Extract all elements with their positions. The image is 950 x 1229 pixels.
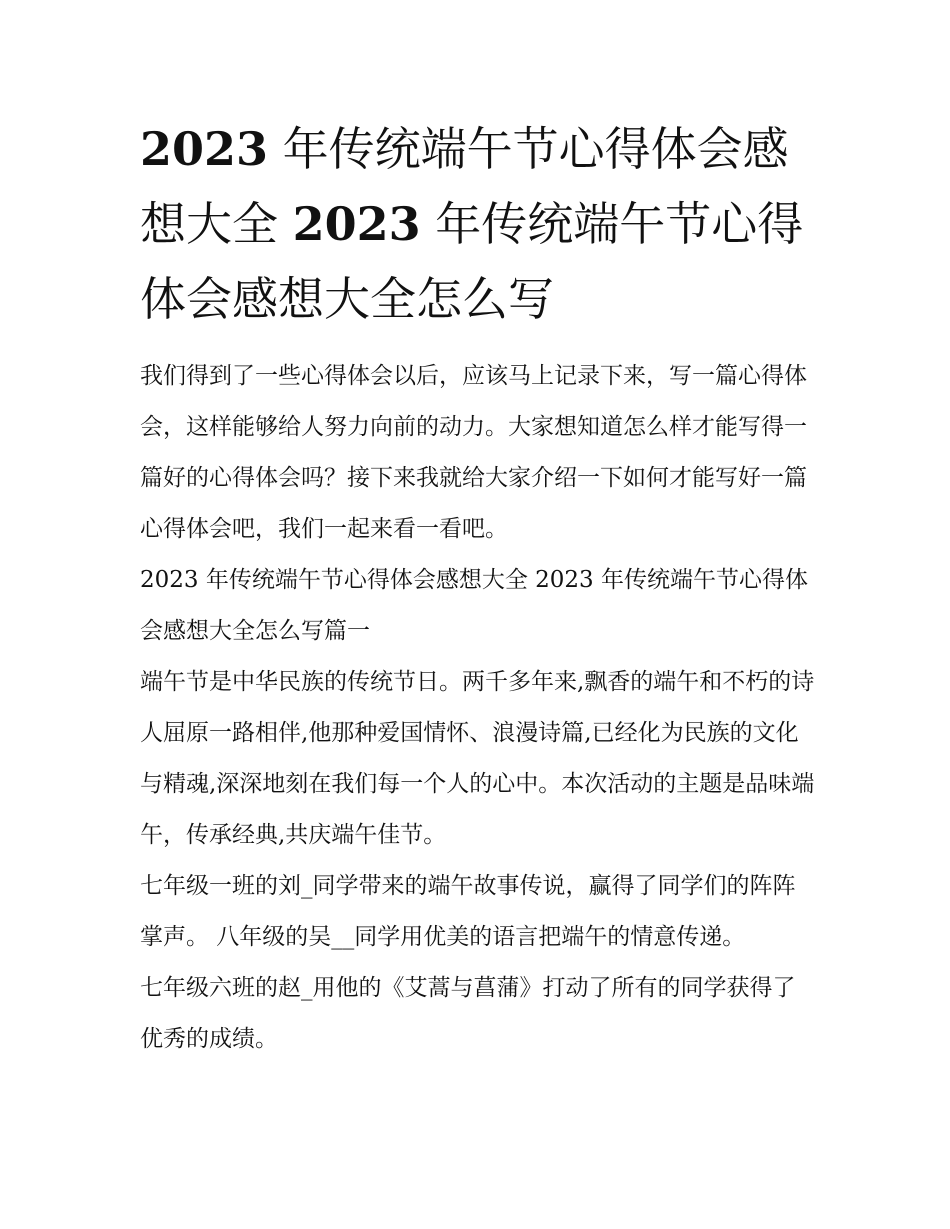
- title-text-1: 年传统端午节心得体会感想大全: [140, 122, 789, 251]
- title-text-2: 年传统端午节心得体会感想大全怎么写: [140, 197, 804, 326]
- intro-paragraph: 我们得到了一些心得体会以后，应该马上记录下来，写一篇心得体会，这样能够给人努力向前的动力。大家想知道怎么样才能写得一篇好的心得体会吗？接下来我就给大家介绍一下如何才能写好一篇心得体会吧，我们一起来看一看吧。: [140, 363, 807, 542]
- document-body: [140, 112, 815, 1065]
- body-paragraph-1: 端午节是中华民族的传统节日。两千多年来,飘香的端午和不朽的诗人屈原一路相伴,他那种爱国情怀、浪漫诗篇,已经化为民族的文化与精魂,深深地刻在我们每一个人的心中。本次活动的主题是品味端午，传承经典,共庆端午佳节。: [140, 669, 815, 848]
- section-heading: 2023 年传统端午节心得体会感想大全 2023 年传统端午节心得体会感想大全怎么写篇一: [140, 567, 808, 644]
- document-title: [140, 112, 815, 337]
- title-year-1: 2023: [140, 122, 269, 176]
- title-year-2: 2023: [292, 197, 421, 251]
- body-paragraph-3: 七年级六班的赵_用他的《艾蒿与菖蒲》打动了所有的同学获得了优秀的成绩。: [140, 975, 796, 1052]
- body-paragraph-2: 七年级一班的刘_同学带来的端午故事传说，赢得了同学们的阵阵掌声。 八年级的吴__同学用优美的语言把端午的情意传递。: [140, 873, 796, 950]
